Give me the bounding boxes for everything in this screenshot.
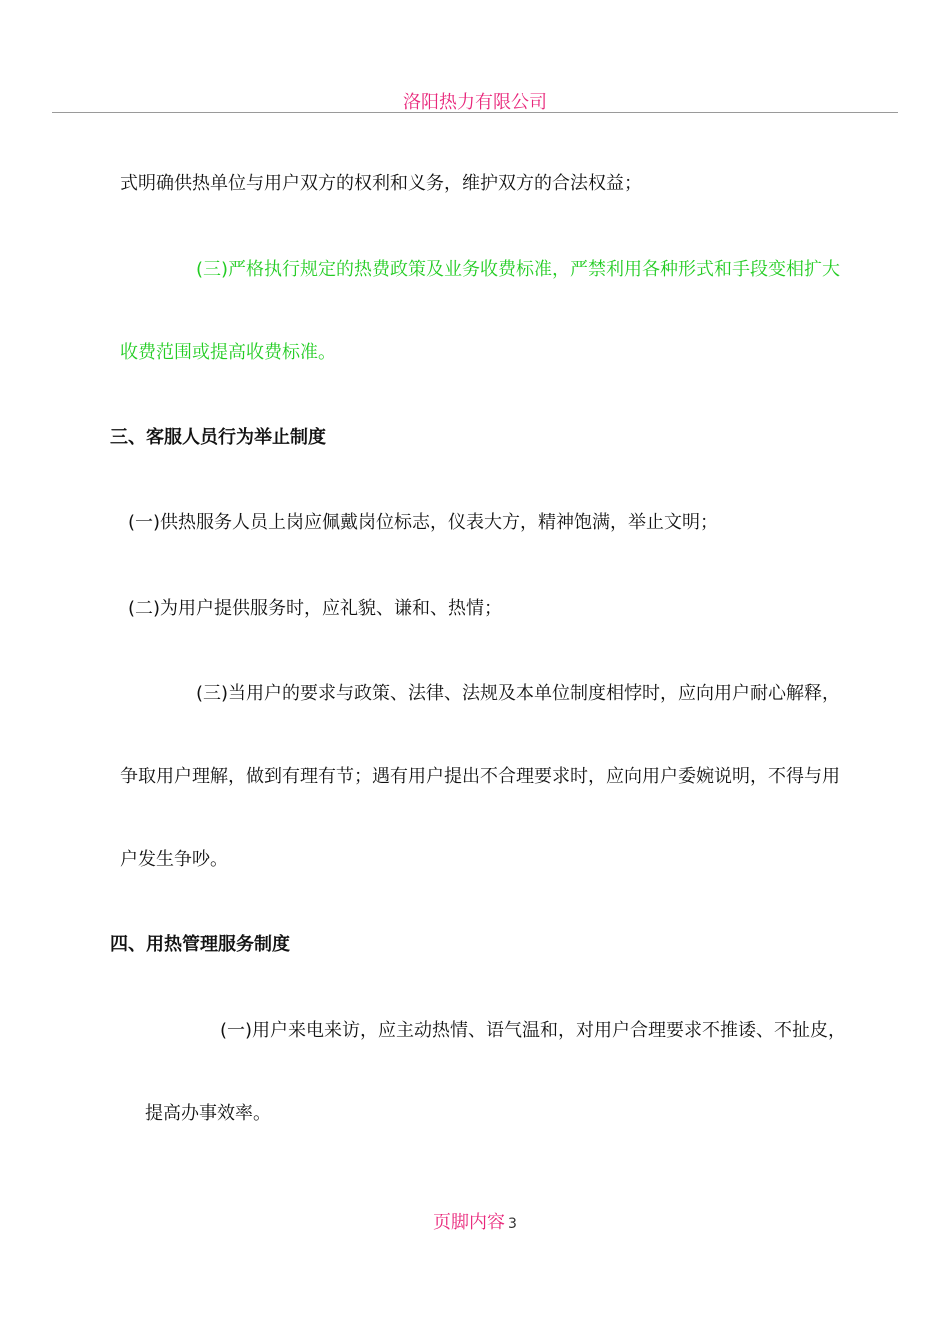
page-header-title: 洛阳热力有限公司	[403, 92, 547, 113]
section-heading: 四、用热管理服务制度	[110, 934, 290, 955]
footer-label: 页脚内容	[433, 1212, 506, 1233]
paragraph-line: 式明确供热单位与用户双方的权利和义务，维护双方的合法权益；	[120, 173, 642, 194]
paragraph-line: 提高办事效率。	[145, 1103, 271, 1124]
paragraph-line: (一)用户来电来访，应主动热情、语气温和，对用户合理要求不推诿、不扯皮，	[220, 1020, 847, 1041]
paragraph-line-highlight: (三)严格执行规定的热费政策及业务收费标准，严禁利用各种形式和手段变相扩大	[196, 259, 841, 280]
page-number: 3	[508, 1216, 517, 1232]
paragraph-line: 户发生争吵。	[120, 849, 228, 870]
paragraph-line: (一)供热服务人员上岗应佩戴岗位标志，仪表大方，精神饱满，举止文明；	[128, 512, 719, 533]
page-footer	[0, 1208, 950, 1234]
paragraph-line: (二)为用户提供服务时，应礼貌、谦和、热情；	[128, 598, 503, 619]
header-divider	[52, 112, 898, 113]
paragraph-line-highlight: 收费范围或提高收费标准。	[120, 342, 336, 363]
paragraph-line: 争取用户理解，做到有理有节；遇有用户提出不合理要求时，应向用户委婉说明，不得与用	[120, 766, 840, 787]
paragraph-line: (三)当用户的要求与政策、法律、法规及本单位制度相悖时，应向用户耐心解释，	[196, 683, 841, 704]
section-heading: 三、客服人员行为举止制度	[110, 427, 326, 448]
